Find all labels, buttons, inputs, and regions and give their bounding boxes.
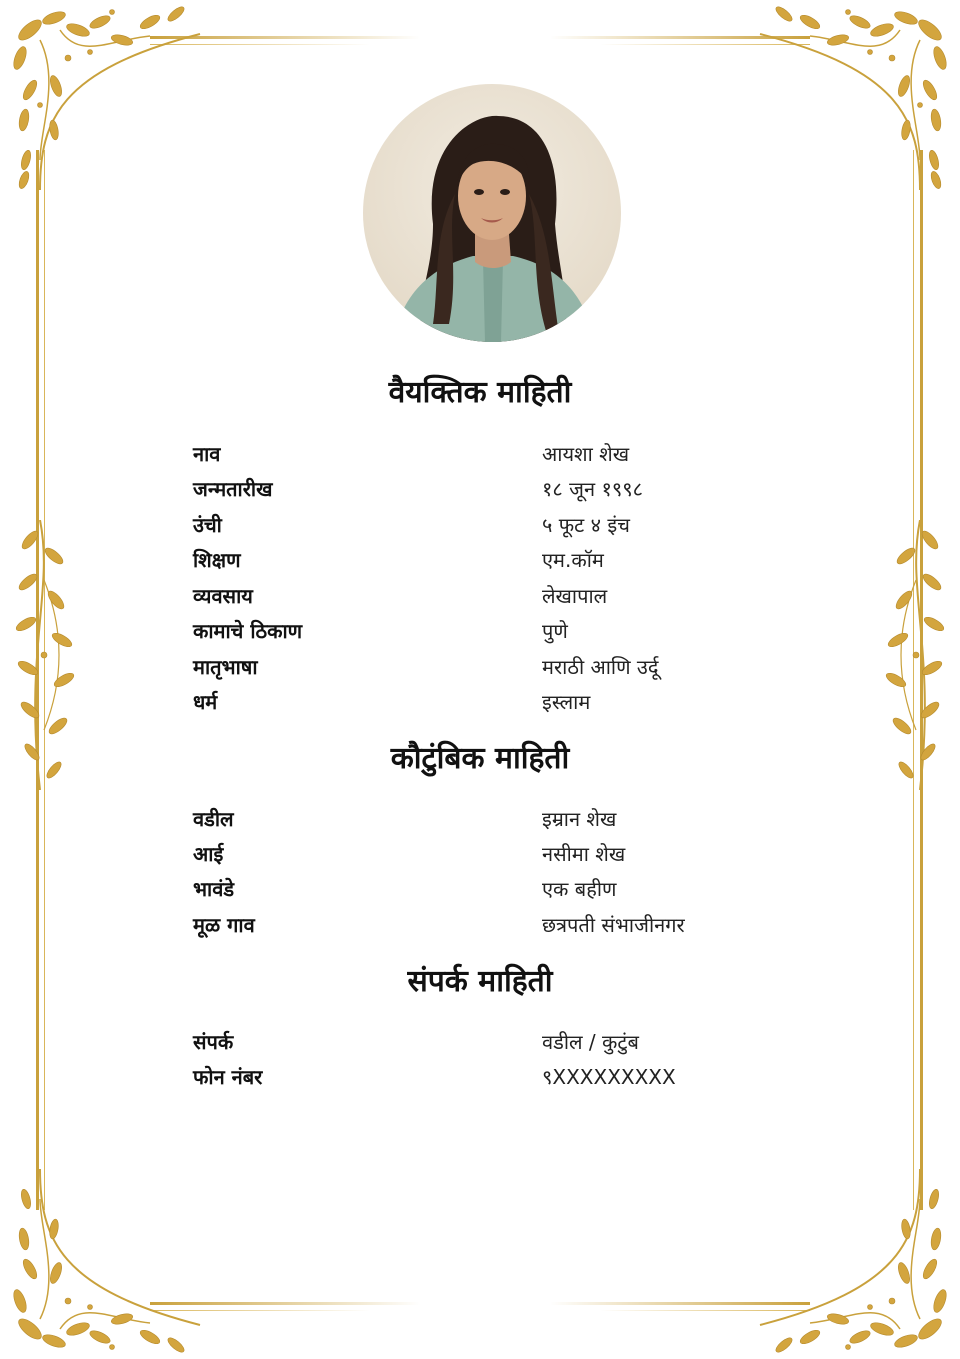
info-row [0, 1028, 960, 1060]
row-label: धर्म [193, 690, 218, 714]
row-value: वडील / कुटुंब [542, 1030, 639, 1054]
info-row [0, 653, 960, 685]
info-row [0, 475, 960, 507]
row-value: इम्रान शेख [542, 807, 617, 831]
row-label: आई [193, 842, 224, 866]
row-label: उंची [193, 513, 222, 537]
row-value: १८ जून १९९८ [542, 477, 644, 501]
corner-leaf-ornament-top-right [750, 0, 960, 200]
row-label: भावंडे [193, 877, 235, 901]
row-value: ५ फूट ४ इंच [542, 513, 630, 537]
row-value: छत्रपती संभाजीनगर [542, 913, 685, 937]
section-title-family: कौटुंबिक माहिती [390, 741, 570, 776]
info-row [0, 546, 960, 578]
row-value: एक बहीण [542, 877, 617, 901]
section-title-contact: संपर्क माहिती [407, 964, 553, 999]
corner-leaf-ornament-bottom-right [750, 1159, 960, 1359]
row-value: नसीमा शेख [542, 842, 626, 866]
section-title-personal: वैयक्तिक माहिती [388, 375, 572, 410]
info-row [0, 582, 960, 614]
profile-photo [363, 84, 621, 342]
info-row [0, 511, 960, 543]
row-value: इस्लाम [542, 690, 591, 714]
corner-leaf-ornament-bottom-left [0, 1159, 210, 1359]
info-row [0, 805, 960, 837]
info-row [0, 617, 960, 649]
row-label: नाव [193, 442, 221, 466]
row-label: शिक्षण [193, 548, 241, 572]
row-label: मूळ गाव [193, 913, 255, 937]
info-row [0, 1063, 960, 1095]
row-label: जन्मतारीख [193, 477, 273, 501]
row-value: लेखापाल [542, 584, 608, 608]
row-label: व्यवसाय [193, 584, 253, 608]
row-label: फोन नंबर [193, 1065, 263, 1089]
info-row [0, 875, 960, 907]
row-value: पुणे [542, 619, 568, 643]
row-value: ९XXXXXXXXX [542, 1065, 676, 1089]
row-label: संपर्क [193, 1030, 234, 1054]
row-label: कामाचे ठिकाण [193, 619, 303, 643]
row-value: आयशा शेख [542, 442, 630, 466]
info-row [0, 840, 960, 872]
row-value: एम.कॉम [542, 548, 604, 572]
row-label: मातृभाषा [193, 655, 258, 679]
info-row [0, 440, 960, 472]
row-label: वडील [193, 807, 234, 831]
info-row [0, 911, 960, 943]
info-row [0, 688, 960, 720]
corner-leaf-ornament-top-left [0, 0, 210, 200]
row-value: मराठी आणि उर्दू [542, 655, 659, 679]
portrait-illustration [363, 84, 621, 342]
